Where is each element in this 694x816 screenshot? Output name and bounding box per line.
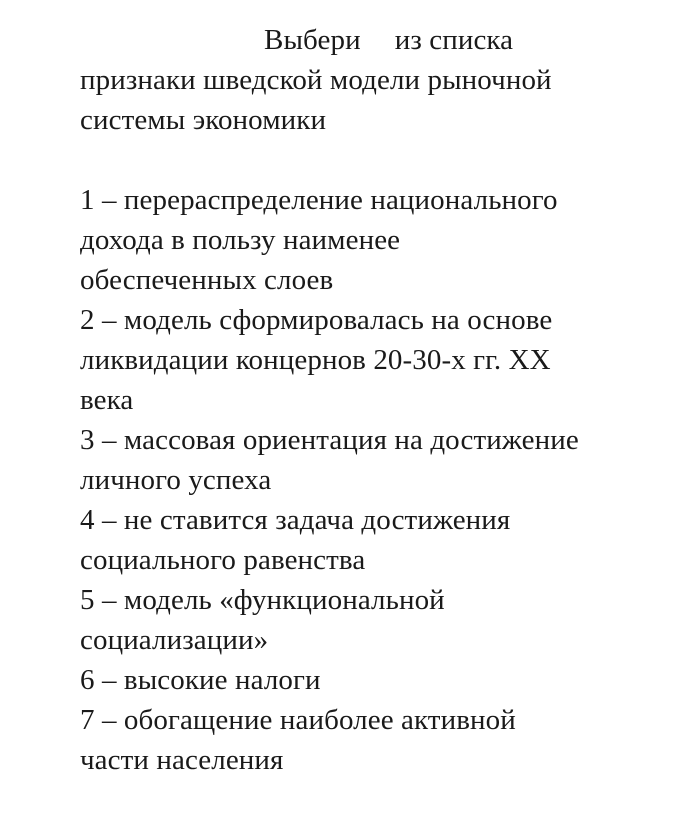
list-item-2-line-2: ликвидации концернов 20-30-х гг. XX [80, 344, 551, 376]
list-item-1-line-2: дохода в пользу наименее [80, 224, 401, 256]
task-title-part-1: Выбери [264, 24, 361, 56]
list-item-1-line-1: 1 – перераспределение национального [80, 184, 558, 216]
list-item-1-line-3: обеспеченных слоев [80, 264, 334, 296]
list-item-7-line-1: 7 – обогащение наиболее активной [80, 704, 516, 736]
list-item-6-line-1: 6 – высокие налоги [80, 664, 321, 696]
list-item-5-line-2: социализации» [80, 624, 269, 656]
list-item-7-line-2: части населения [80, 744, 284, 776]
list-item-4-line-1: 4 – не ставится задача достижения [80, 504, 511, 536]
list-item-3-line-2: личного успеха [80, 464, 272, 496]
list-item-4-line-2: социального равенства [80, 544, 366, 576]
task-title-line-3: системы экономики [80, 104, 327, 136]
list-item-2-line-1: 2 – модель сформировалась на основе [80, 304, 553, 336]
list-item-2-line-3: века [80, 384, 134, 416]
list-item-3-line-1: 3 – массовая ориентация на достижение [80, 424, 579, 456]
task-title-line-1 [264, 20, 513, 60]
task-title-part-2: из списка [394, 24, 514, 56]
task-title-line-2: признаки шведской модели рыночной [80, 64, 552, 96]
list-item-5-line-1: 5 – модель «функциональной [80, 584, 445, 616]
